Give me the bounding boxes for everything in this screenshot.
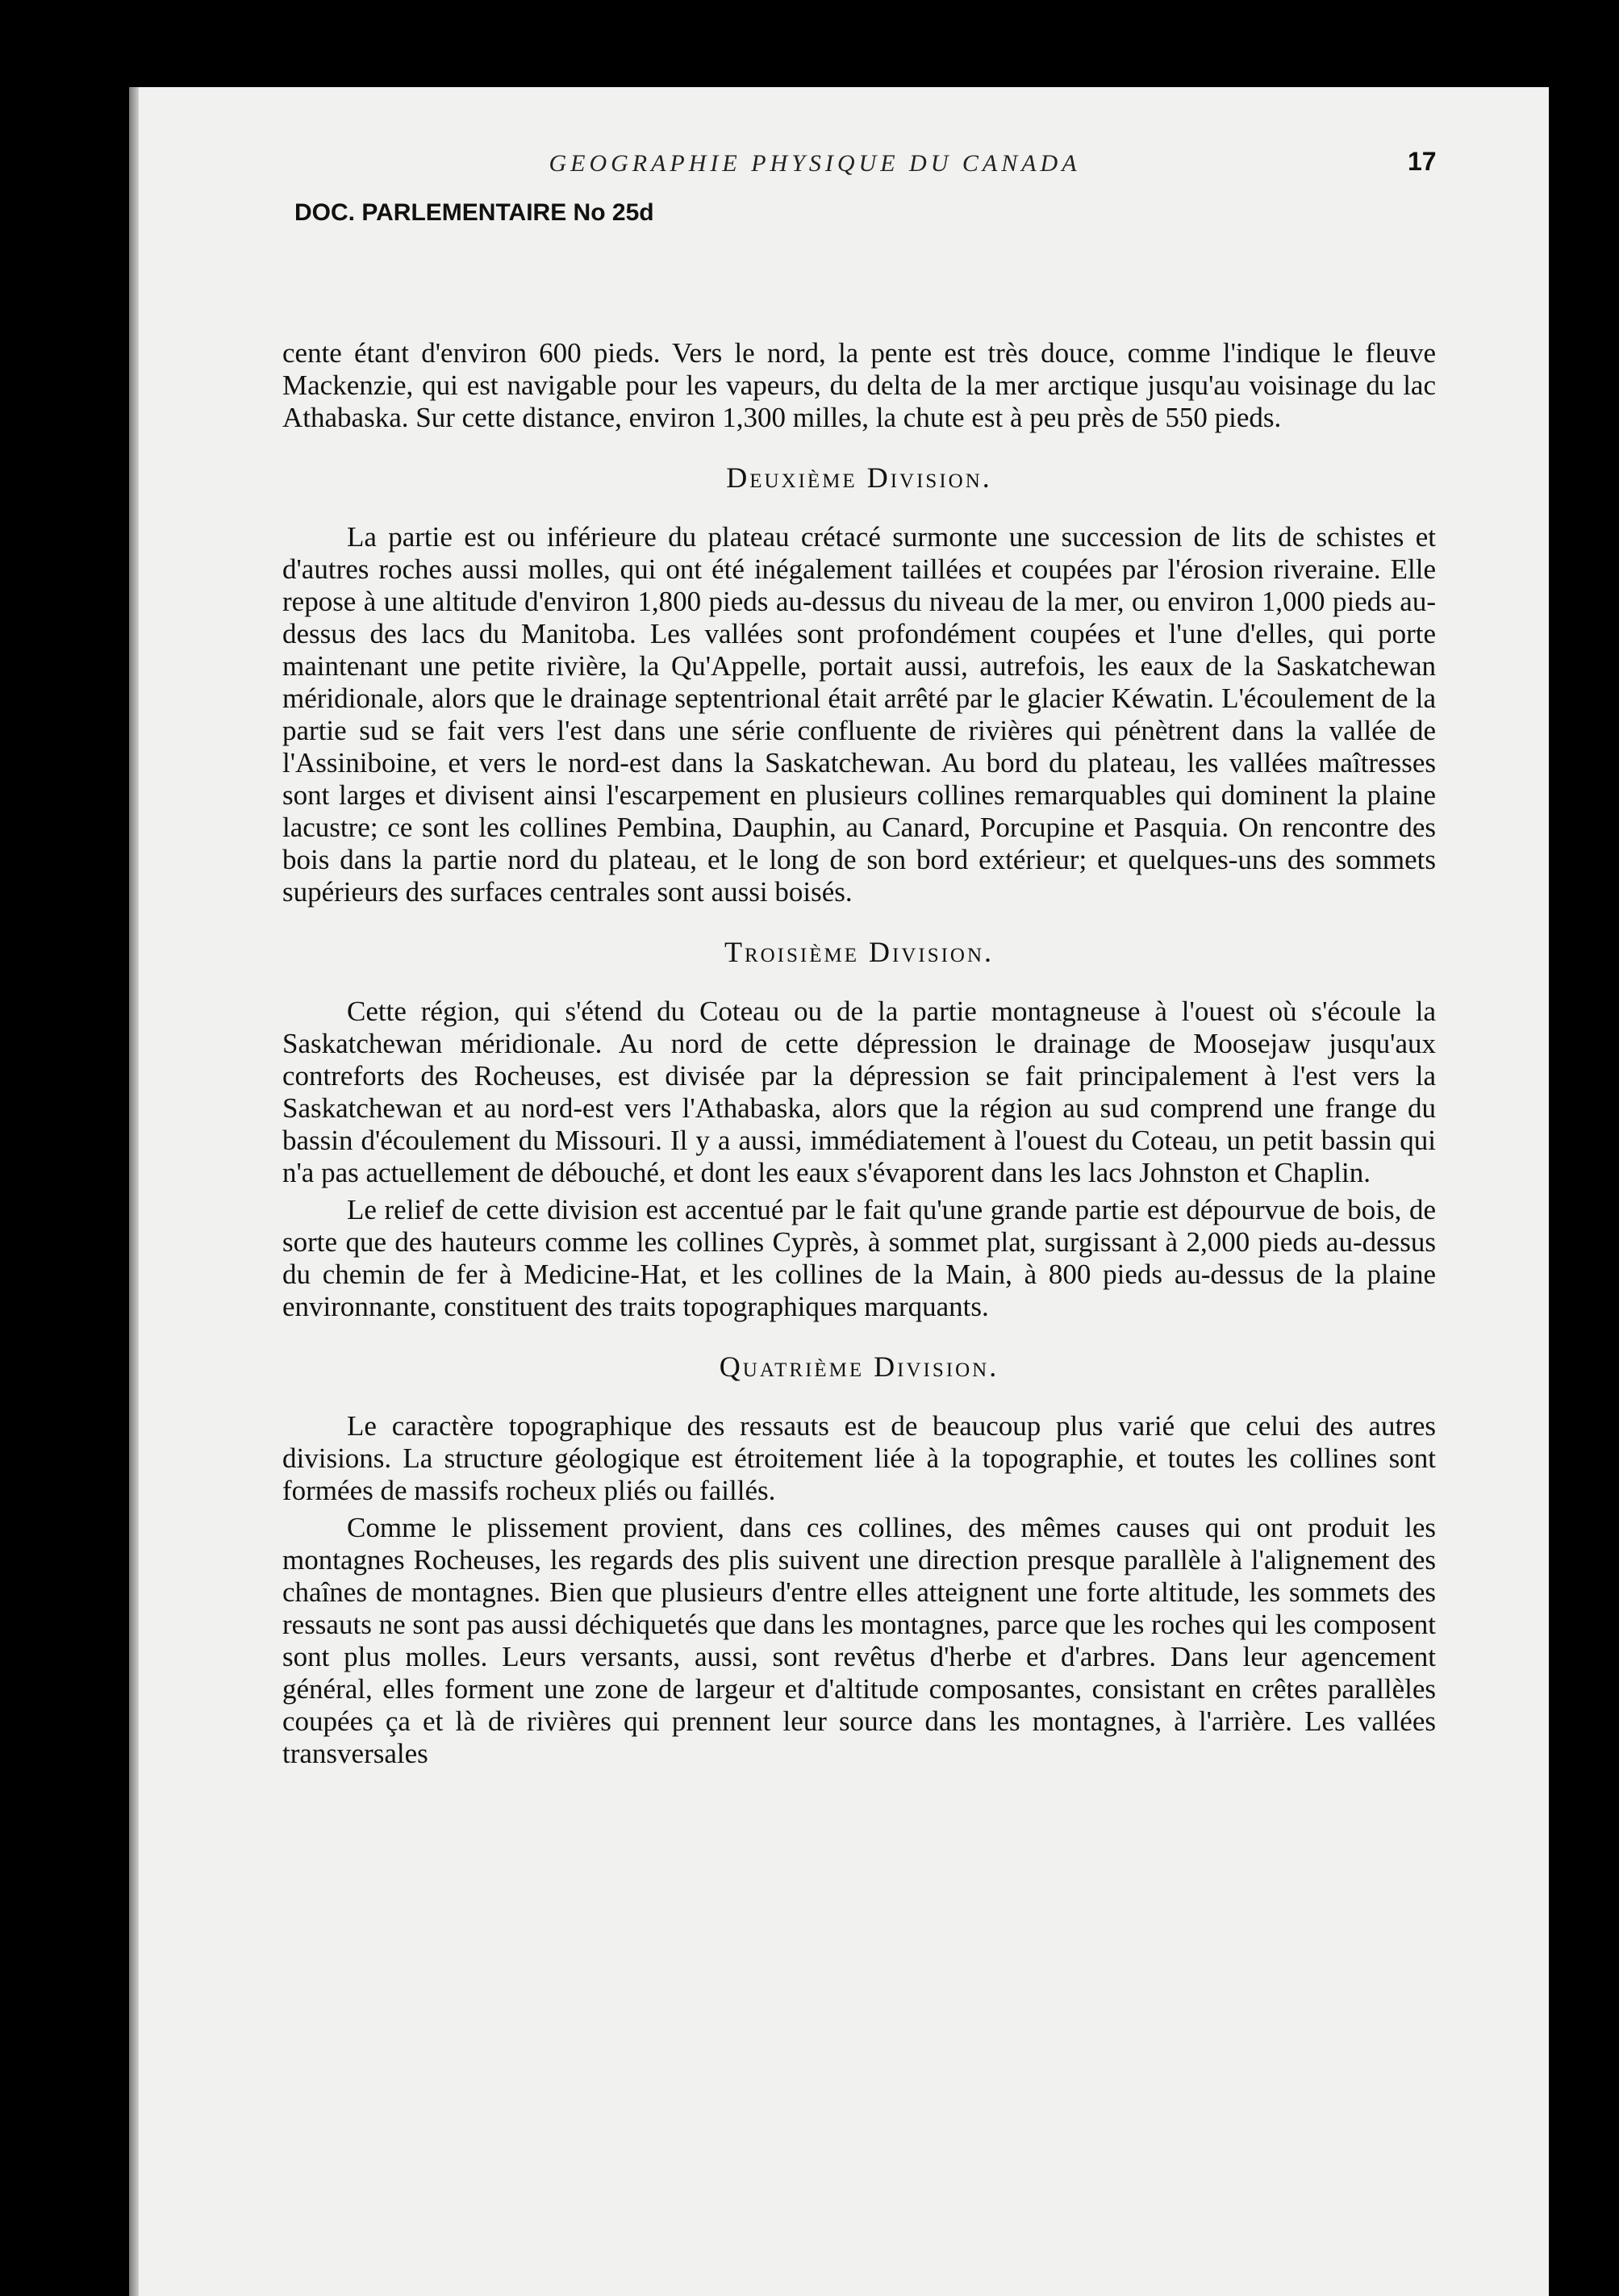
section-heading-quatrieme: Quatrième Division.: [719, 1350, 999, 1383]
document-label: DOC. PARLEMENTAIRE No 25d: [294, 199, 654, 226]
body-text: [282, 337, 1436, 1770]
paragraph-deuxieme: La partie est ou inférieure du plateau crétacé surmonte une succession de lits de schistes et d'autres roches aussi molles, qui ont été inégalement taillées et coupées par l'érosion riveraine. Elle repose à une altitude d'environ 1,800 pieds au-dessus du niveau de la mer, ou environ 1,000 pieds au-dessus des lacs du Manitoba. Les vallées sont profondément coupées et l'une d'elles, qui porte maintenant une petite rivière, la Qu'Appelle, portait aussi, autrefois, les eaux de la Saskatchewan méridionale, alors que le drainage septentrional était arrêté par le glacier Kéwatin. L'écoulement de la partie sud se fait vers l'est dans une série confluente de rivières qui pénètrent dans la vallée de l'Assiniboine, et vers le nord-est dans la Saskatchewan. Au bord du plateau, les vallées maîtresses sont larges et divisent ainsi l'escarpement en plusieurs collines remarquables qui dominent la plaine lacustre; ce sont les collines Pembina, Dauphin, au Canard, Porcupine et Pasquia. On rencontre des bois dans la partie nord du plateau, et le long de son bord extérieur; et quelques-uns des sommets supérieurs des surfaces centrales sont aussi boisés.: [282, 521, 1436, 908]
paragraph-troisieme-1: Cette région, qui s'étend du Coteau ou de la partie montagneuse à l'ouest où s'écoule la Saskatchewan méridionale. Au nord de cette dépression le drainage de Moosejaw jusqu'aux contreforts des Rocheuses, est divisée par la dépression se fait principalement à l'est vers la Saskatchewan et au nord-est vers l'Athabaska, alors que la région au sud comprend une frange du bassin d'écoulement du Missouri. Il y a aussi, immédiatement à l'ouest du Coteau, un petit bassin qui n'a pas actuellement de débouché, et dont les eaux s'évaporent dans les lacs Johnston et Chaplin.: [282, 996, 1436, 1188]
paragraph-troisieme-2: Le relief de cette division est accentué par le fait qu'une grande partie est dépourvue de bois, de sorte que des hauteurs comme les collines Cyprès, à sommet plat, surgissant à 2,000 pieds au-dessus du chemin de fer à Medicine-Hat, et les collines de la Main, à 800 pieds au-dessus de la plaine environnante, constituent des traits topographiques marquants.: [282, 1194, 1436, 1322]
paragraph-quatrieme-1: Le caractère topographique des ressauts est de beaucoup plus varié que celui des autres divisions. La structure géologique est étroitement liée à la topographie, et toutes les collines sont formées de massifs rocheux pliés ou faillés.: [282, 1410, 1436, 1506]
page-binding-edge: [129, 87, 139, 2296]
paragraph-continued: cente étant d'environ 600 pieds. Vers le nord, la pente est très douce, comme l'indique le fleuve Mackenzie, qui est navigable pour les vapeurs, du delta de la mer arctique jusqu'au voisinage du lac Athabaska. Sur cette distance, environ 1,300 milles, la chute est à peu près de 550 pieds.: [282, 337, 1436, 433]
section-heading-troisieme: Troisième Division.: [724, 936, 995, 968]
running-title: GEOGRAPHIE PHYSIQUE DU CANADA: [549, 150, 1081, 177]
paragraph-quatrieme-2: Comme le plissement provient, dans ces collines, des mêmes causes qui ont produit les montagnes Rocheuses, les regards des plis suivent une direction presque parallèle à l'alignement des chaînes de montagnes. Bien que plusieurs d'entre elles atteignent une forte altitude, les sommets des ressauts ne sont pas aussi déchiquetés que dans les montagnes, parce que les roches qui les composent sont plus molles. Leurs versants, aussi, sont revêtus d'herbe et d'arbres. Dans leur agencement général, elles forment une zone de largeur et d'altitude composantes, consistant en crêtes parallèles coupées ça et là de rivières qui prennent leur source dans les montagnes, à l'arrière. Les vallées transversales: [282, 1512, 1436, 1769]
section-heading-deuxieme: Deuxième Division.: [726, 461, 992, 494]
page-number: 17: [1408, 147, 1437, 176]
